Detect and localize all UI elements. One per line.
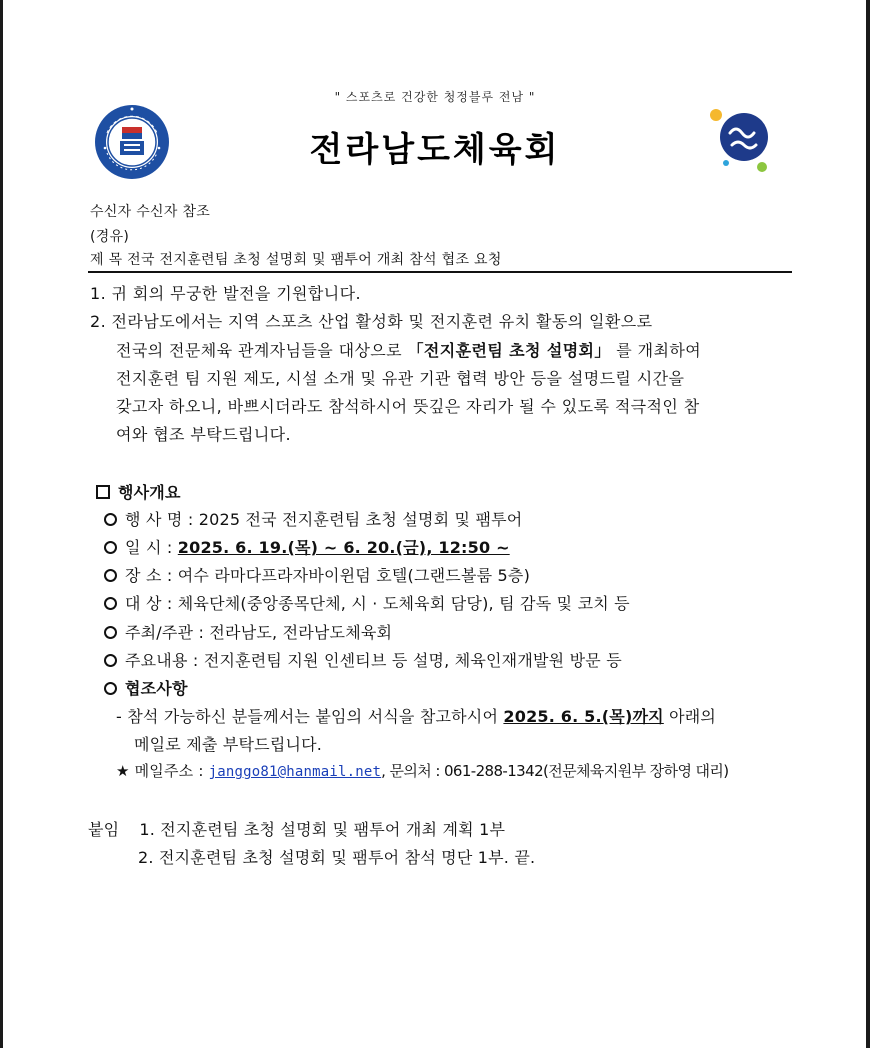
attachment-item-2: 2. 전지훈련팀 초청 설명회 및 팸투어 참석 명단 1부. 끝. xyxy=(138,848,536,867)
overview-item-venue xyxy=(104,563,530,586)
paragraph-2-line-1: 2. 전라남도에서는 지역 스포츠 산업 활성화 및 전지훈련 유치 활동의 일환으로 xyxy=(90,312,653,331)
cooperation-heading xyxy=(104,676,188,699)
overview-item-value: 2025. 6. 19.(목) ~ 6. 20.(금), 12:50 ~ xyxy=(177,538,510,557)
overview-item-value: 2025 전국 전지훈련팀 초청 설명회 및 팸투어 xyxy=(198,510,523,529)
circle-bullet-icon xyxy=(104,654,117,667)
overview-item-label: 주요내용 : xyxy=(125,651,199,670)
overview-item-value: 체육단체(중앙종목단체, 시 · 도체육회 담당), 팀 감독 및 코치 등 xyxy=(177,594,630,613)
paragraph-2-line-4: 갖고자 하오니, 바쁘시더라도 참석하시어 뜻깊은 자리가 될 수 있도록 적극적인 참 xyxy=(116,397,700,416)
attachment-line-1 xyxy=(88,817,505,840)
deadline-highlight: 2025. 6. 5.(목)까지 xyxy=(503,707,664,726)
paragraph-2-line-5: 여와 협조 부탁드립니다. xyxy=(116,425,292,444)
overview-item-label: 장 소 : xyxy=(125,566,173,585)
square-bullet-icon xyxy=(96,485,110,499)
text-span: - 참석 가능하신 분들께서는 붙임의 서식을 참고하시어 xyxy=(116,707,504,726)
overview-item-target xyxy=(104,591,630,614)
cooperation-heading-text: 협조사항 xyxy=(125,679,188,698)
overview-item-label: 대 상 : xyxy=(125,594,173,613)
paragraph-1: 1. 귀 회의 무궁한 발전을 기원합니다. xyxy=(90,284,361,303)
circle-bullet-icon xyxy=(104,513,117,526)
paragraph-2-line-3: 전지훈련 팀 지원 제도, 시설 소개 및 유관 기관 협력 방안 등을 설명드릴 시간을 xyxy=(116,369,685,388)
text-span: ★ 메일주소 : xyxy=(116,762,209,780)
circle-bullet-icon xyxy=(104,626,117,639)
overview-item-label: 주최/주관 : xyxy=(125,623,205,642)
overview-item-content xyxy=(104,648,622,671)
paragraph-2-line-2 xyxy=(116,337,701,365)
overview-heading-text: 행사개요 xyxy=(118,483,181,502)
header-divider xyxy=(88,271,792,273)
overview-item-label: 행 사 명 : xyxy=(125,510,194,529)
overview-heading xyxy=(96,480,181,503)
subject-line: 제 목 전국 전지훈련팀 초청 설명회 및 팸투어 개최 참석 협조 요청 xyxy=(90,252,502,268)
overview-item-name xyxy=(104,507,522,530)
overview-item-date xyxy=(104,535,510,558)
cooperation-line-2: 메일로 제출 부탁드립니다. xyxy=(134,735,323,754)
slogan: " 스포츠로 건강한 청정블루 전남 " xyxy=(334,90,536,104)
overview-item-value: 전지훈련팀 지원 인센티브 등 설명, 체육인재개발원 방문 등 xyxy=(203,651,622,670)
text-span: 를 개최하여 xyxy=(610,341,702,360)
attachment-label: 붙임 xyxy=(88,820,120,839)
overview-item-host xyxy=(104,620,392,643)
org-title: 전라남도체육회 xyxy=(309,130,561,170)
text-span: 아래의 xyxy=(663,707,717,726)
attachment-item-1: 1. 전지훈련팀 초청 설명회 및 팸투어 개최 계획 1부 xyxy=(139,820,506,839)
circle-bullet-icon xyxy=(104,541,117,554)
cooperation-line-1 xyxy=(116,704,716,727)
circle-bullet-icon xyxy=(104,569,117,582)
text-span: , 문의처 : 061-288-1342(전문체육지원부 장하영 대리) xyxy=(381,762,729,780)
via-line: (경유) xyxy=(90,229,130,245)
circle-bullet-icon xyxy=(104,597,117,610)
recipient-line: 수신자 수신자 참조 xyxy=(90,204,211,220)
cheongnyeong-seosang-logo-icon xyxy=(706,103,784,181)
overview-item-value: 전라남도, 전라남도체육회 xyxy=(209,623,393,642)
text-span: 전국의 전문체육 관계자님들을 대상으로 xyxy=(116,341,408,360)
email-link[interactable]: janggo81@hanmail.net xyxy=(208,764,382,780)
contact-line xyxy=(116,760,729,781)
overview-item-label: 일 시 : xyxy=(125,538,173,557)
circle-bullet-icon xyxy=(104,682,117,695)
overview-item-value: 여수 라마다프라자바이윈덤 호텔(그랜드볼룸 5층) xyxy=(177,566,531,585)
event-name-highlight: 「전지훈련팀 초청 설명회」 xyxy=(407,341,611,360)
